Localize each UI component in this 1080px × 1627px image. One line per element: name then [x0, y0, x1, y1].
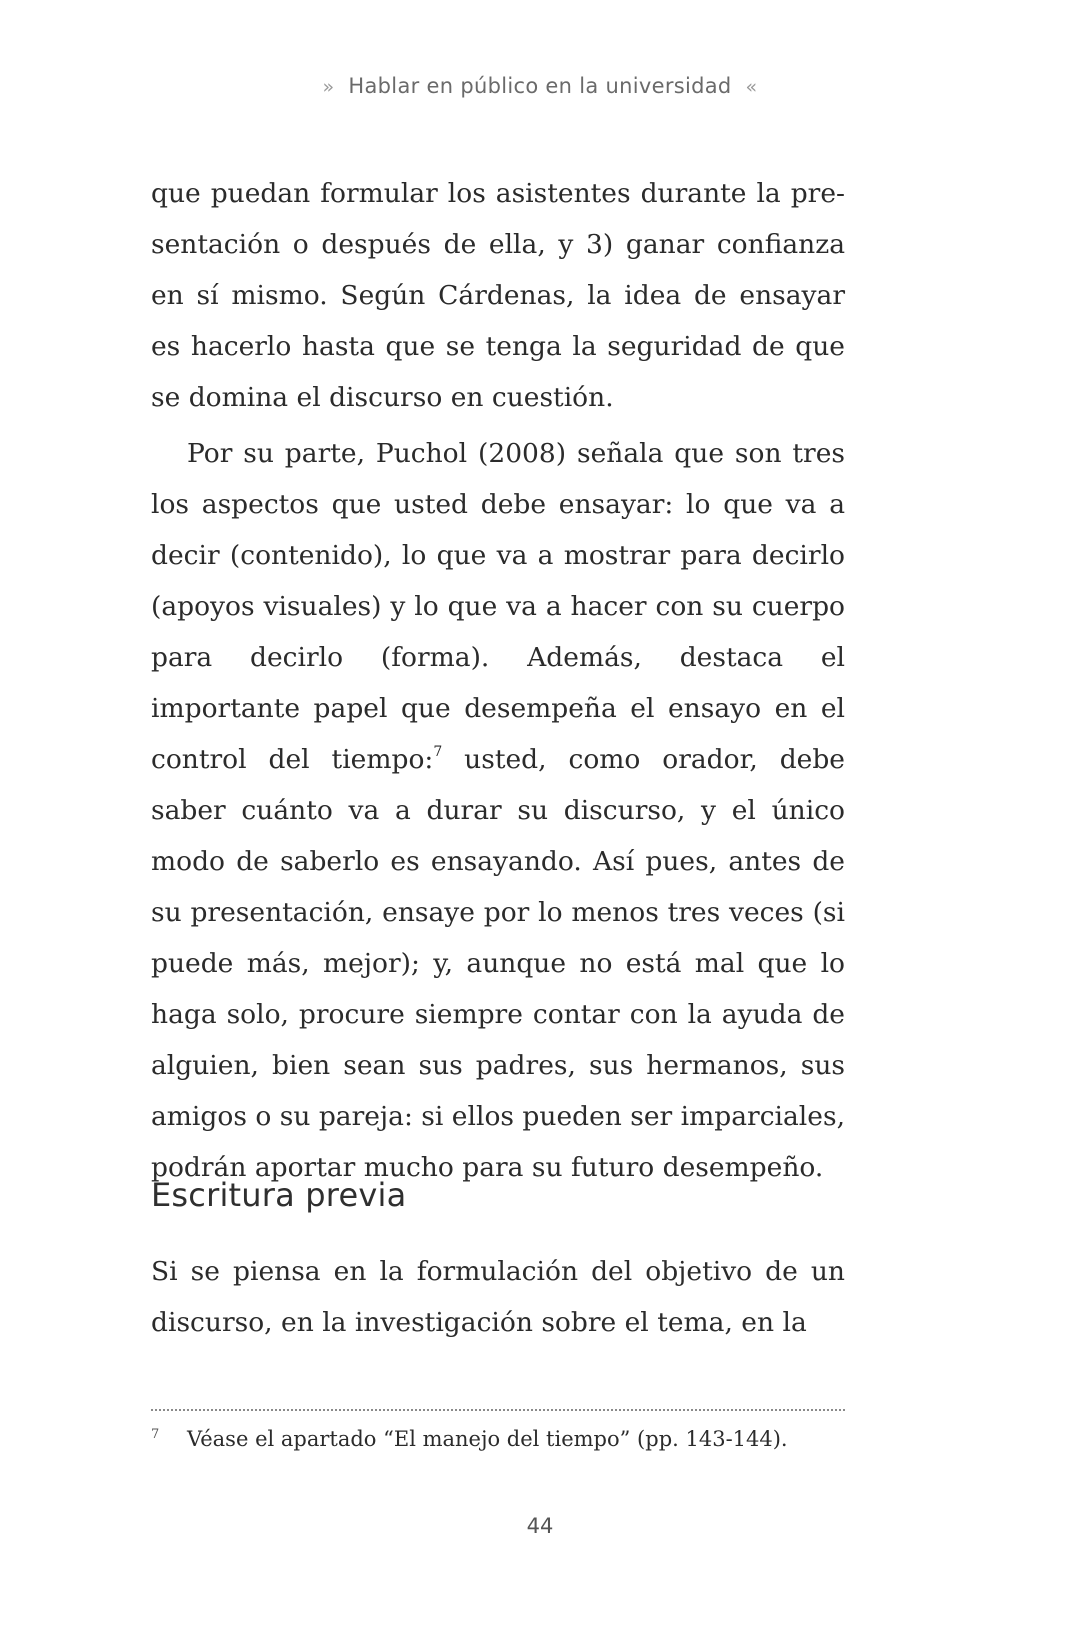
footnote-number: 7 [151, 1427, 160, 1442]
paragraph-text-container [151, 428, 845, 1193]
footnote-text: Véase el apartado “El manejo del tiempo” (pp. 143-144). [187, 1427, 788, 1451]
body-paragraph-2 [151, 428, 845, 1193]
paragraph-text: que puedan formular los asistentes durante la presentación o después de ella, y 3) ganar confianza en sí mismo. Según Cárdenas, la idea de ensayar es hacerlo hasta que se tenga la seguridad de que se domina el discurso en cuestión. [151, 178, 845, 413]
footnote-divider [151, 1409, 845, 1411]
paragraph-text-part-2: usted, como orador, debe saber cuánto va a durar su discurso, y el único modo de saberlo es ensayando. Así pues, antes de su presentación, ensaye por lo menos tres veces (si puede más, mejor); y, aunque no está mal que lo haga solo, procure siempre contar con la ayuda de alguien, bien sean sus padres, sus hermanos, sus amigos o su pareja: si ellos pueden ser imparciales, podrán aportar mucho para su futuro desempeño. [151, 744, 845, 1183]
running-header-title: Hablar en público en la universidad [348, 74, 732, 98]
paragraph-text-part-1: Por su parte, Puchol (2008) señala que son tres los aspectos que usted debe ensayar: lo que va a decir (contenido), lo que va a mostrar para decirlo (apoyos visuales) y lo que va a hacer con su cuerpo para decirlo (forma). Además, destaca el importante papel que desempeña el ensayo en el control del tiempo: [151, 438, 845, 775]
body-paragraph-3 [151, 1246, 845, 1348]
footnote-reference[interactable]: 7 [433, 744, 443, 760]
guillemet-left: » [322, 76, 335, 98]
page-number: 44 [526, 1514, 554, 1538]
footnote [151, 1418, 845, 1456]
guillemet-right: « [745, 76, 758, 98]
section-heading: Escritura previa [151, 1176, 407, 1214]
paragraph-text: Si se piensa en la formulación del objetivo de un discurso, en la investigación sobre el tema, en la [151, 1256, 845, 1338]
body-paragraph-1 [151, 168, 845, 423]
running-header [0, 74, 1080, 98]
